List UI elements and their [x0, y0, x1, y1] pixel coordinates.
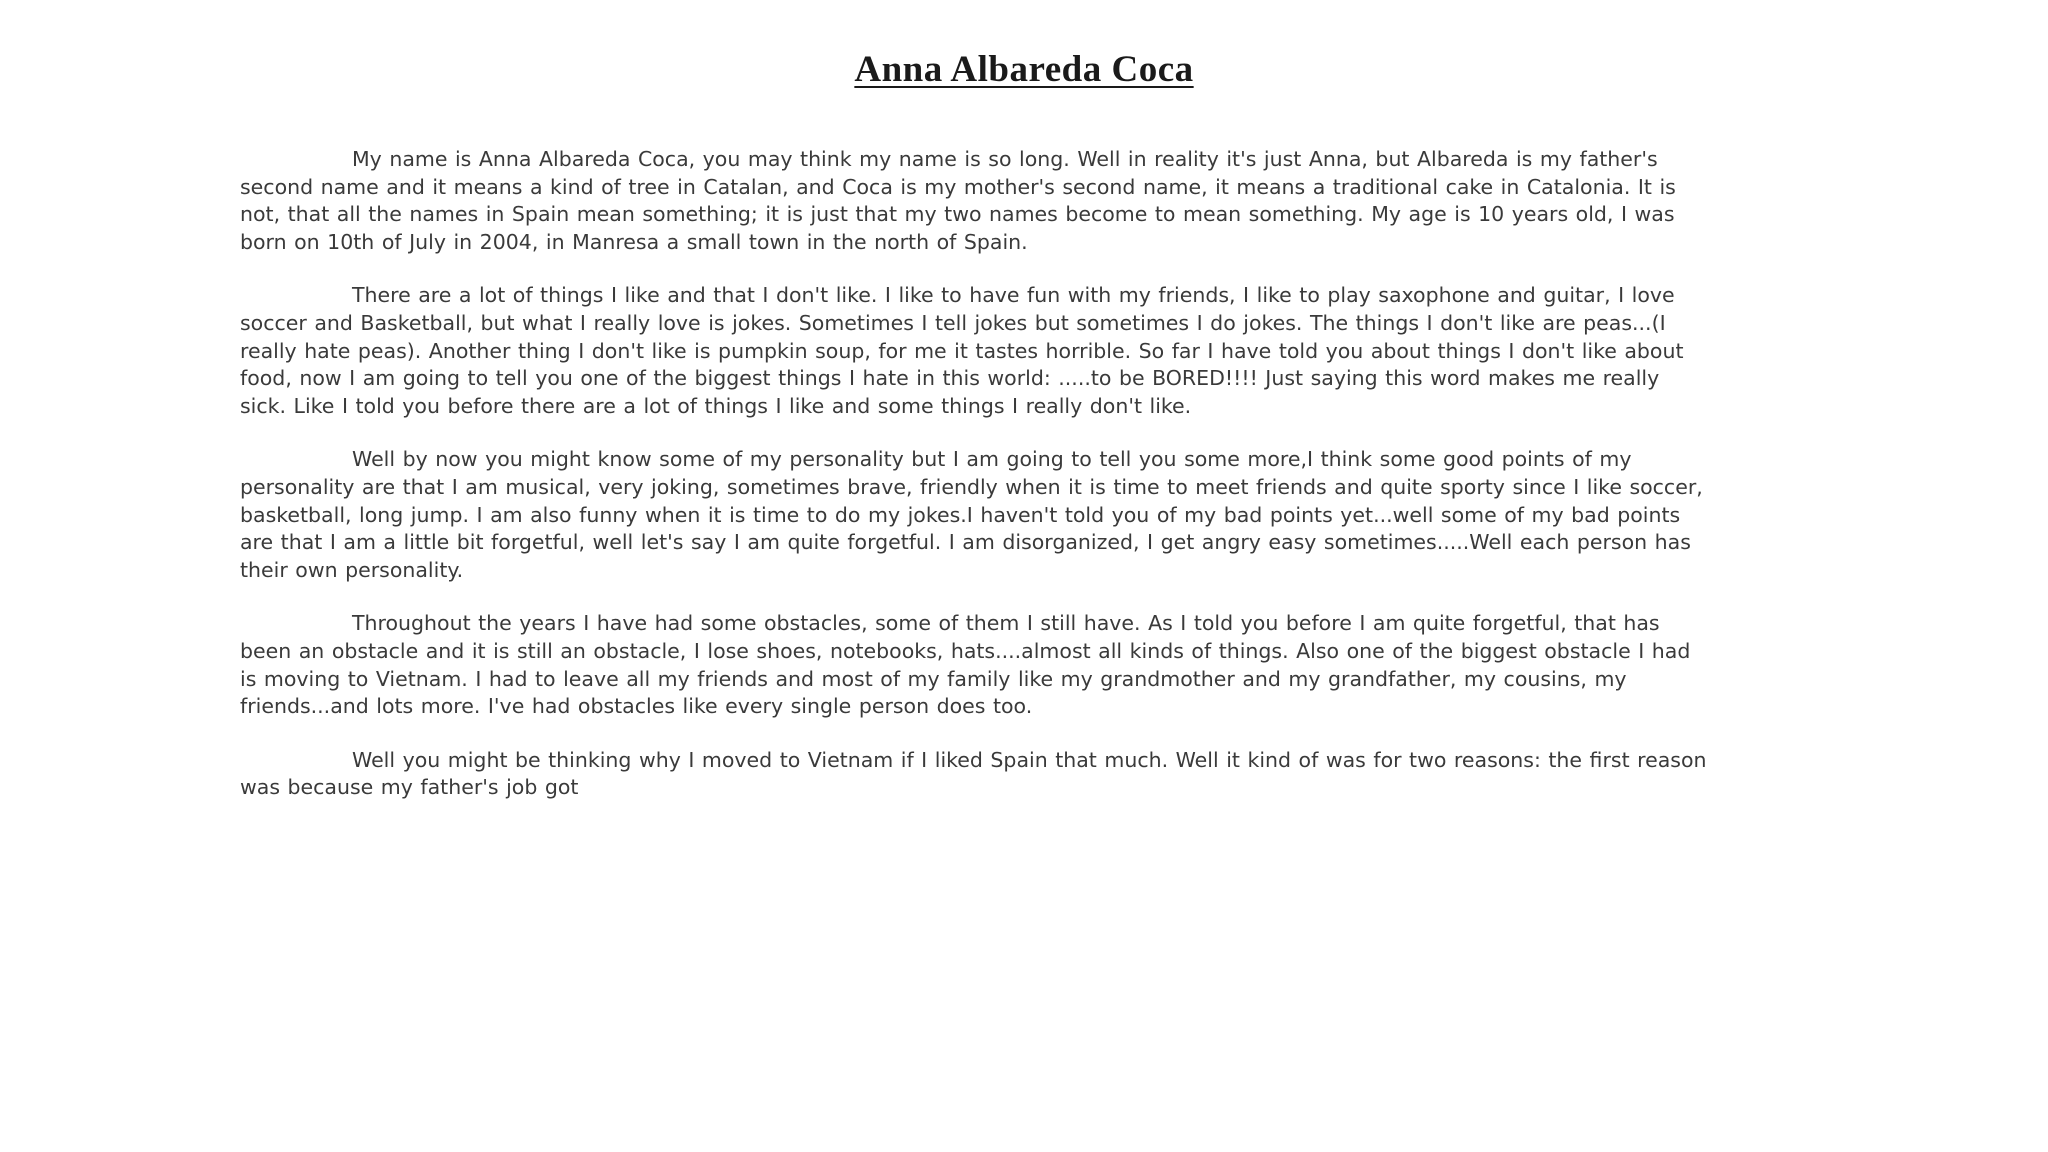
- paragraph-likes-dislikes: There are a lot of things I like and that I don't like. I like to have fun with my friends, I like to play saxophone and guitar, I love soccer and Basketball, but what I really love is jokes. Sometimes I tell jokes but sometimes I do jokes. The things I don't like are peas...(I really hate peas). Another thing I don't like is pumpkin soup, for me it tastes horrible. So far I have told you about things I don't like about food, now I am going to tell you one of the biggest things I hate in this world: .....to be BORED!!!! Just saying this word makes me really sick. Like I told you before there are a lot of things I like and some things I really don't like.: [240, 283, 1684, 418]
- paragraph-name: My name is Anna Albareda Coca, you may think my name is so long. Well in reality it's just Anna, but Albareda is my father's second name and it means a kind of tree in Catalan, and Coca is my mother's second name, it means a traditional cake in Catalonia. It is not, that all the names in Spain mean something; it is just that my two names become to mean something. My age is 10 years old, I was born on 10th of July in 2004, in Manresa a small town in the north of Spain.: [240, 147, 1676, 254]
- paragraph-vietnam: Well you might be thinking why I moved to Vietnam if I liked Spain that much. Well it kind of was for two reasons: the first reason was because my father's job got: [240, 747, 1707, 800]
- paragraph-obstacles: Throughout the years I have had some obstacles, some of them I still have. As I told you before I am quite forgetful, that has been an obstacle and it is still an obstacle, I lose shoes, notebooks, hats....almost all kinds of things. Also one of the biggest obstacle I had is moving to Vietnam. I had to leave all my friends and most of my family like my grandmother and my grandfather, my cousins, my friends...and lots more. I've had obstacles like every single person does too.: [240, 611, 1691, 719]
- document-title: Anna Albareda Coca: [854, 49, 1194, 90]
- paragraph-personality: Well by now you might know some of my personality but I am going to tell you some more,I think some good points of my personality are that I am musical, very joking, sometimes brave, friendly when it is time to meet friends and quite sporty since I like soccer, basketball, long jump. I am also funny when it is time to do my jokes.I haven't told you of my bad points yet...well some of my bad points are that I am a little bit forgetful, well let's say I am quite forgetful. I am disorganized, I get angry easy sometimes.....Well each person has their own personality.: [240, 447, 1703, 582]
- document-body: [240, 146, 1710, 802]
